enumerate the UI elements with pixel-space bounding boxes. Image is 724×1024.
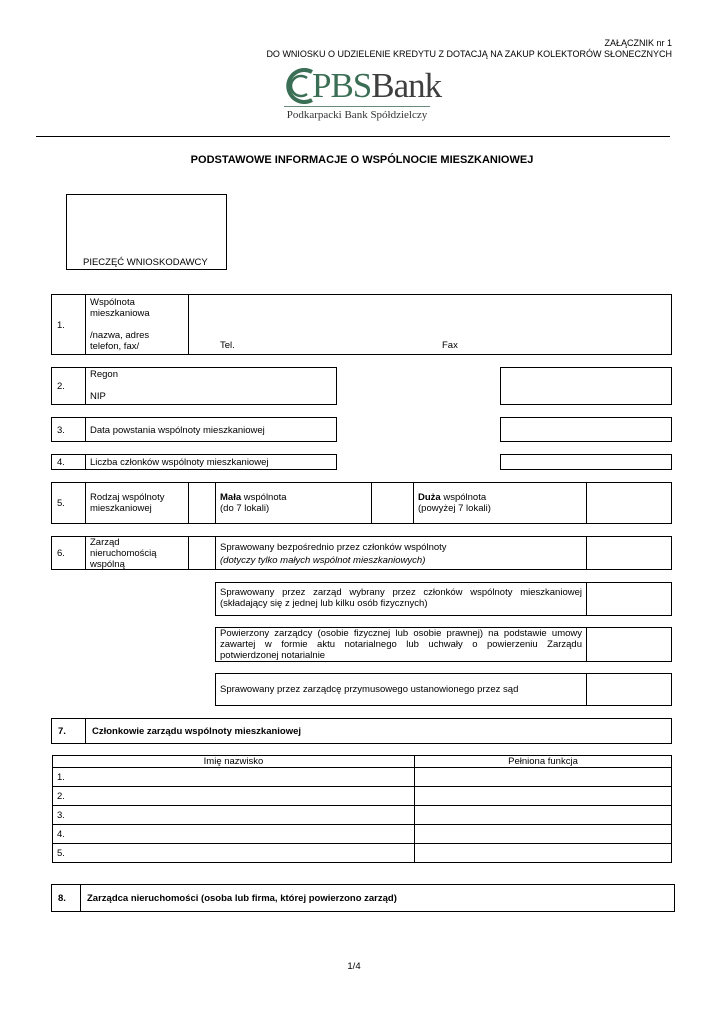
large-community-note: (powyżej 7 lokali) [418, 503, 491, 514]
management-option-2-text: Sprawowany przez zarząd wybrany przez członków wspólnoty mieszkaniowej [220, 587, 582, 598]
member-name-cell[interactable]: 1. [53, 768, 415, 787]
section-3-number: 3. [57, 425, 65, 436]
column-header-function: Pełniona funkcja [415, 756, 672, 768]
tel-label: Tel. [220, 340, 235, 351]
column-header-name: Imię nazwisko [53, 756, 415, 768]
management-option-2-checkbox[interactable] [588, 584, 670, 614]
section-2-number: 2. [57, 381, 65, 392]
management-option-1-note: (dotyczy tylko małych wspólnot mieszkaniowych) [220, 555, 426, 566]
management-option-3-checkbox[interactable] [588, 629, 670, 660]
property-management-label: Zarząd [90, 537, 120, 548]
member-function-cell[interactable] [415, 844, 672, 863]
member-count-field[interactable] [500, 454, 672, 470]
section-8-number: 8. [58, 893, 66, 904]
member-function-cell[interactable] [415, 806, 672, 825]
small-community-note: (do 7 lokali) [220, 503, 270, 514]
section-7-number: 7. [58, 726, 66, 737]
section-1-number: 1. [57, 320, 65, 331]
member-name-cell[interactable]: 4. [53, 825, 415, 844]
stamp-label: PIECZĘĆ WNIOSKODAWCY [83, 257, 208, 268]
member-name-cell[interactable]: 3. [53, 806, 415, 825]
fax-field[interactable] [462, 336, 667, 352]
small-community-checkbox[interactable] [373, 484, 411, 522]
table-row [53, 768, 672, 787]
section-4-number: 4. [57, 457, 65, 468]
logo-wordmark: PBSBank [312, 66, 442, 105]
page-number: 1/4 [347, 961, 361, 972]
page-title: PODSTAWOWE INFORMACJE O WSPÓLNOCIE MIESZKANIOWEJ [190, 154, 534, 166]
founding-date-label: Data powstania wspólnoty mieszkaniowej [90, 425, 265, 436]
member-count-label: Liczba członków wspólnoty mieszkaniowej [90, 457, 269, 468]
regon-label: Regon [90, 369, 118, 380]
board-members-label: Członkowie zarządu wspólnoty mieszkaniowej [92, 726, 302, 737]
management-option-4-text: Sprawowany przez zarządcę przymusowego ustanowionego przez sąd [220, 684, 519, 695]
member-function-cell[interactable] [415, 787, 672, 806]
section-5-number: 5. [57, 498, 65, 509]
tel-field[interactable] [245, 336, 425, 352]
board-members-table [52, 755, 672, 863]
fax-label: Fax [442, 340, 458, 351]
management-option-4-checkbox[interactable] [588, 675, 670, 704]
large-community-label: Duża wspólnota [418, 492, 487, 503]
section-6-number: 6. [57, 548, 65, 559]
regon-nip-field[interactable] [500, 367, 672, 405]
member-name-cell[interactable]: 2. [53, 787, 415, 806]
section-1-label: Wspólnota [90, 297, 135, 308]
attachment-subtitle: DO WNIOSKU O UDZIELENIE KREDYTU Z DOTACJĄ NA ZAKUP KOLEKTORÓW SŁONECZNYCH [266, 49, 672, 59]
table-row [53, 844, 672, 863]
property-manager-label: Zarządca nieruchomości (osoba lub firma, której powierzono zarząd) [87, 893, 397, 904]
management-option-3-text: Powierzony zarządcy (osobie fizycznej lub osobie prawnej) na podstawie umowy [220, 628, 582, 639]
management-option-1-checkbox[interactable] [588, 538, 670, 568]
logo-divider [284, 106, 430, 107]
nip-label: NIP [90, 391, 106, 402]
logo-tagline: Podkarpacki Bank Spółdzielczy [286, 109, 428, 121]
logo-mark-icon [282, 66, 316, 106]
member-function-cell[interactable] [415, 768, 672, 787]
bank-logo [282, 64, 442, 126]
member-name-cell[interactable]: 5. [53, 844, 415, 863]
table-row [53, 825, 672, 844]
small-community-label: Mała wspólnota [220, 492, 287, 503]
management-option-1-text: Sprawowany bezpośrednio przez członków wspólnoty [220, 542, 447, 553]
community-type-label: Rodzaj wspólnoty [90, 492, 165, 503]
attachment-number: ZAŁĄCZNIK nr 1 [604, 38, 672, 48]
header-rule [36, 136, 670, 137]
member-function-cell[interactable] [415, 825, 672, 844]
founding-date-field[interactable] [500, 417, 672, 442]
community-name-field[interactable] [190, 296, 670, 332]
table-row [53, 787, 672, 806]
table-row [53, 806, 672, 825]
large-community-checkbox[interactable] [588, 484, 670, 522]
applicant-stamp-box[interactable] [66, 194, 227, 270]
